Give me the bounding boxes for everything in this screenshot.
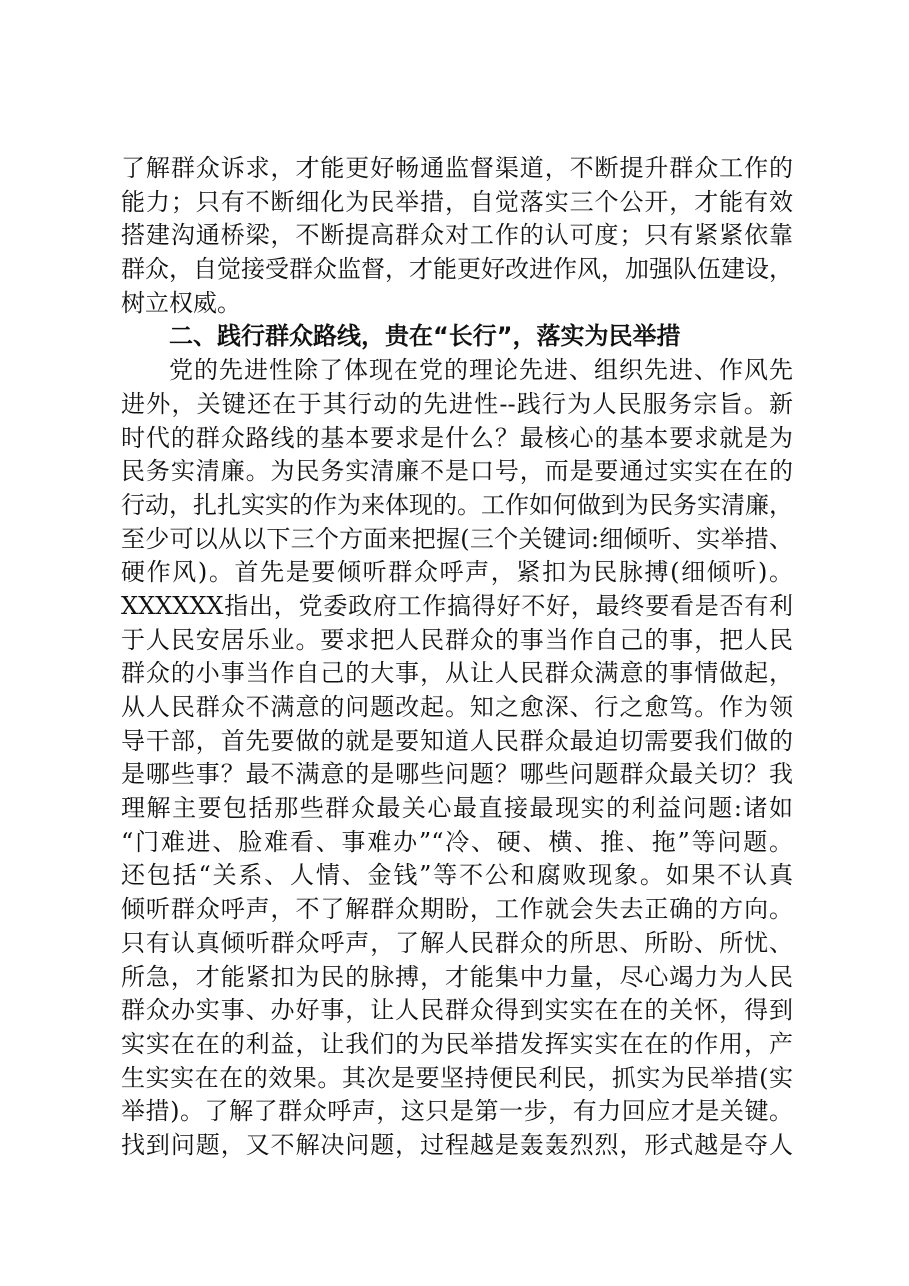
text-line: 倾听群众呼声，不了解群众期盼，工作就会失去正确的方向。 [121, 895, 793, 924]
text-line: 群众，自觉接受群众监督，才能更好改进作风，加强队伍建设， [121, 255, 793, 284]
text-line: 至少可以从以下三个方面来把握(三个关键词:细倾听、实举措、 [121, 524, 793, 553]
text-line: 民务实清廉。为民务实清廉不是口号，而是要通过实实在在的 [121, 457, 793, 486]
text-line: 群众办实事、办好事，让人民群众得到实实在在的关怀，得到 [121, 996, 793, 1025]
text-line: 从人民群众不满意的问题改起。知之愈深、行之愈笃。作为领 [121, 693, 793, 721]
text-line: 实实在在的利益，让我们的为民举措发挥实实在在的作用，产 [121, 1029, 793, 1058]
text-line: 生实实在在的效果。其次是要坚持便民利民，抓实为民举措(实 [121, 1063, 793, 1092]
text-line: 只有认真倾听群众呼声，了解人民群众的所思、所盼、所忧、 [121, 928, 793, 957]
text-line: 能力；只有不断细化为民举措，自觉落实三个公开，才能有效 [121, 187, 793, 216]
text-line: “门难进、脸难看、事难办”“冷、硬、横、推、拖”等问题。 [121, 827, 793, 856]
text-line: 行动，扎扎实实的作为来体现的。工作如何做到为民务实清廉， [121, 490, 793, 519]
text-line: 于人民安居乐业。要求把人民群众的事当作自己的事，把人民 [121, 625, 793, 654]
text-line: 群众的小事当作自己的大事，从让人民群众满意的事情做起， [121, 659, 793, 688]
section-heading: 二、践行群众路线，贵在“长行”，落实为民举措 [169, 322, 681, 351]
text-line: 所急，才能紧扣为民的脉搏，才能集中力量，尽心竭力为人民 [121, 962, 793, 991]
text-line: 时代的群众路线的基本要求是什么？最核心的基本要求就是为 [121, 423, 793, 452]
text-line: 是哪些事？最不满意的是哪些问题？哪些问题群众最关切？我 [121, 760, 793, 789]
text-line: 搭建沟通桥梁，不断提高群众对工作的认可度；只有紧紧依靠 [121, 221, 793, 250]
text-line: 党的先进性除了体现在党的理论先进、组织先进、作风先 [169, 356, 793, 385]
text-line: 进外，关键还在于其行动的先进性--践行为人民服务宗旨。新 [121, 389, 793, 418]
text-line: 树立权威。 [121, 288, 241, 317]
body-text [121, 152, 793, 1163]
text-line: 还包括“关系、人情、金钱”等不公和腐败现象。如果不认真 [121, 861, 793, 890]
text-line: 了解群众诉求，才能更好畅通监督渠道，不断提升群众工作的 [121, 154, 793, 182]
text-line: 导干部，首先要做的就是要知道人民群众最迫切需要我们做的 [121, 726, 793, 755]
text-line: 理解主要包括那些群众最关心最直接最现实的利益问题:诸如 [121, 794, 793, 823]
text-line: XXXXXX指出，党委政府工作搞得好不好，最终要看是否有利 [121, 591, 793, 620]
text-line: 硬作风)。首先是要倾听群众呼声，紧扣为民脉搏(细倾听)。 [121, 558, 793, 587]
text-line: 找到问题，又不解决问题，过程越是轰轰烈烈，形式越是夺人 [121, 1130, 793, 1159]
text-line: 举措)。了解了群众呼声，这只是第一步，有力回应才是关键。 [121, 1097, 793, 1126]
